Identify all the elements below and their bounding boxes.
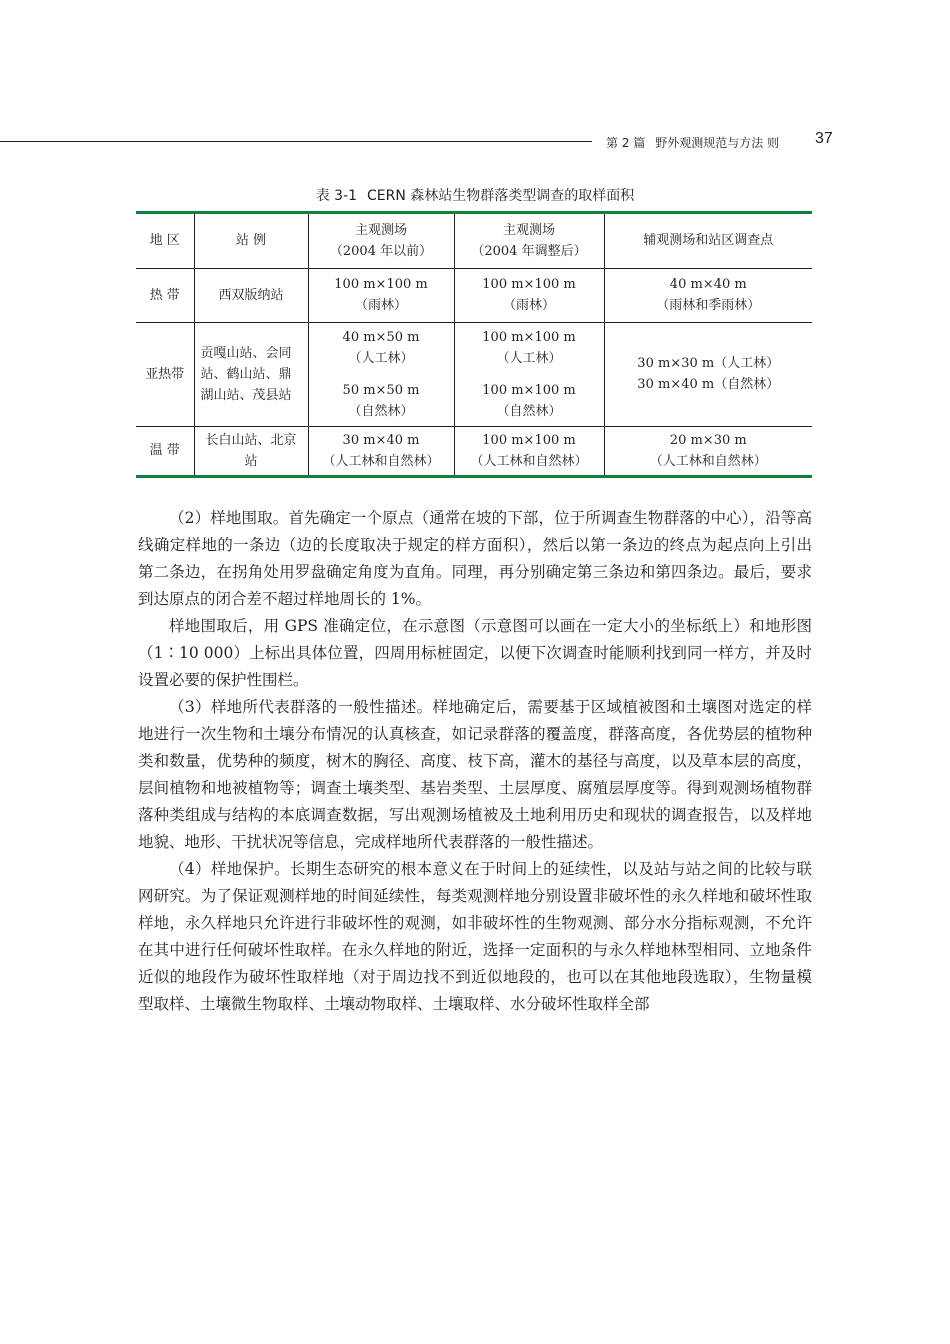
cell-aux: 40 m×40 m （雨林和季雨林） [604, 269, 812, 323]
paragraph: 样地围取后，用 GPS 准确定位，在示意图（示意图可以画在一定大小的坐标纸上）和地形图（1∶10 000）上标出具体位置，四周用标桩固定，以便下次调查时能顺利找到同一样方，并及时设置必要的保护性围栏。 [138, 617, 812, 689]
header-station: 站 例 [194, 213, 308, 269]
header-part: 第 2 篇 [606, 136, 646, 150]
header-main-new: 主观测场 （2004 年调整后） [454, 213, 604, 269]
row-station: 贡嘎山站、会同 站、鹤山站、鼎 湖山站、茂县站 [194, 323, 308, 427]
table-caption [0, 185, 950, 205]
cell-main-new: 100 m×100 m （人工林） 100 m×100 m （自然林） [454, 323, 604, 427]
cell-aux: 30 m×30 m（人工林） 30 m×40 m（自然林） [604, 323, 812, 427]
sampling-area-table [136, 211, 812, 478]
table-number: 表 3-1 [315, 188, 358, 204]
cell-main-old: 30 m×40 m （人工林和自然林） [308, 427, 454, 477]
running-header [606, 134, 789, 151]
cell-main-old: 40 m×50 m （人工林） 50 m×50 m （自然林） [308, 323, 454, 427]
body-text [138, 505, 812, 1018]
row-region: 温 带 [136, 427, 194, 477]
table-row [136, 323, 812, 427]
paragraph: （2）样地围取。首先确定一个原点（通常在坡的下部，位于所调查生物群落的中心），沿等高线确定样地的一条边（边的长度取决于规定的样方面积），然后以第一条边的终点为起点向上引出第二条边，在拐角处用罗盘确定角度为直角。同理，再分别确定第三条边和第四条边。最后，要求到达原点的闭合差不超过样地周长的 1%。 [138, 509, 812, 608]
paragraph: （4）样地保护。长期生态研究的根本意义在于时间上的延续性，以及站与站之间的比较与联网研究。为了保证观测样地的时间延续性，每类观测样地分别设置非破坏性的永久样地和破坏性取样地，永久样地只允许进行非破坏性的观测，如非破坏性的生物观测、部分水分指标观测，不允许在其中进行任何破坏性取样。在永久样地的附近，选择一定面积的与永久样地林型相同、立地条件近似的地段作为破坏性取样地（对于周边找不到近似地段的，也可以在其他地段选取），生物量模型取样、土壤微生物取样、土壤动物取样、土壤取样、水分破坏性取样全部 [138, 860, 812, 1013]
table-row [136, 427, 812, 477]
row-region: 热 带 [136, 269, 194, 323]
header-aux: 辅观测场和站区调查点 [604, 213, 812, 269]
cell-main-new: 100 m×100 m （人工林和自然林） [454, 427, 604, 477]
row-region: 亚热带 [136, 323, 194, 427]
table-header-row [136, 213, 812, 269]
cell-main-old: 100 m×100 m （雨林） [308, 269, 454, 323]
cell-aux: 20 m×30 m （人工林和自然林） [604, 427, 812, 477]
header-main-old: 主观测场 （2004 年以前） [308, 213, 454, 269]
header-rule [0, 141, 592, 142]
table-row [136, 269, 812, 323]
row-station: 西双版纳站 [194, 269, 308, 323]
table-title: CERN 森林站生物群落类型调查的取样面积 [367, 188, 635, 204]
cell-main-new: 100 m×100 m （雨林） [454, 269, 604, 323]
header-title: 野外观测规范与方法 则 [655, 136, 780, 150]
header-region: 地 区 [136, 213, 194, 269]
paragraph: （3）样地所代表群落的一般性描述。样地确定后，需要基于区域植被图和土壤图对选定的样地进行一次生物和土壤分布情况的认真核查，如记录群落的覆盖度，群落高度，各优势层的植物种类和数量，优势种的频度，树木的胸径、高度、枝下高，灌木的基径与高度，以及草本层的高度，层间植物和地被植物等；调查土壤类型、基岩类型、土层厚度、腐殖层厚度等。得到观测场植物群落种类组成与结构的本底调查数据，写出观测场植被及土地利用历史和现状的调查报告，以及样地地貌、地形、干扰状况等信息，完成样地所代表群落的一般性描述。 [138, 698, 812, 851]
row-station: 长白山站、北京 站 [194, 427, 308, 477]
page-number: 37 [815, 130, 833, 147]
